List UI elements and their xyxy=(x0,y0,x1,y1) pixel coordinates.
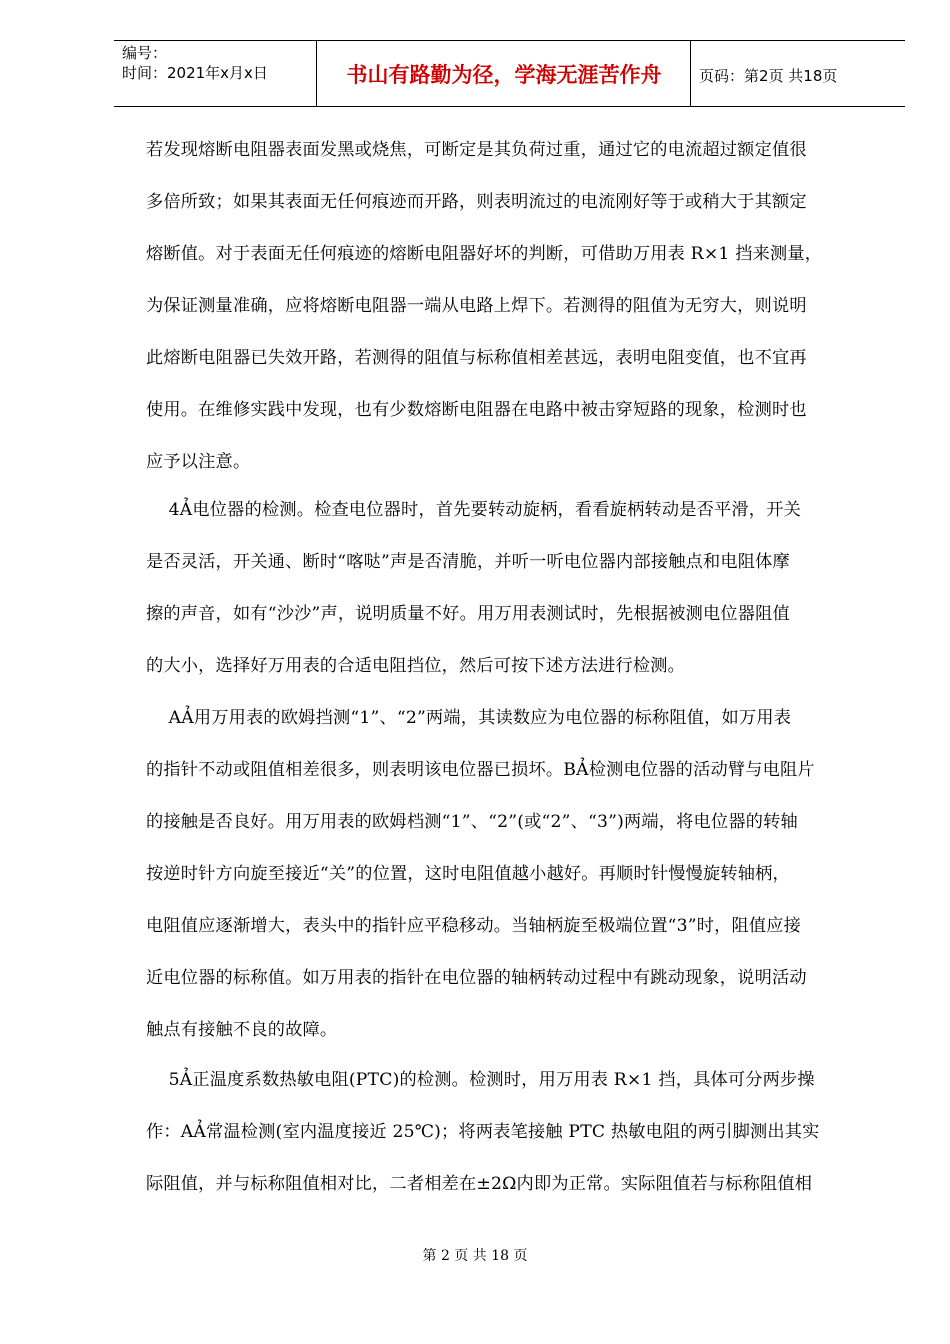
text-line: 此熔断电阻器已失效开路，若测得的阻值与标称值相差甚远，表明电阻变值，也不宜再 xyxy=(146,348,807,368)
text-line: AẢ用万用表的欧姆挡测“1”、“2”两端，其读数应为电位器的标称阻值，如万用表 xyxy=(146,708,792,728)
text-line: 作：AẢ常温检测(室内温度接近 25℃)；将两表笔接触 PTC 热敏电阻的两引脚测出其实 xyxy=(146,1122,820,1142)
header-bottom-rule xyxy=(114,106,905,107)
text-line: 擦的声音，如有“沙沙”声，说明质量不好。用万用表测试时，先根据被测电位器阻值 xyxy=(146,604,790,624)
text-line: 近电位器的标称值。如万用表的指针在电位器的轴柄转动过程中有跳动现象，说明活动 xyxy=(146,968,807,988)
text-line: 际阻值，并与标称阻值相对比，二者相差在±2Ω内即为正常。实际阻值若与标称阻值相 xyxy=(146,1174,813,1194)
header-divider-left xyxy=(316,40,317,107)
header-time-label: 时间：2021年x月x日 xyxy=(122,64,268,82)
text-line: 按逆时针方向旋至接近“关”的位置，这时电阻值越小越好。再顺时针慢慢旋转轴柄， xyxy=(146,864,790,884)
text-line: 的指针不动或阻值相差很多，则表明该电位器已损坏。BẢ检测电位器的活动臂与电阻片 xyxy=(146,760,815,780)
paragraph-fuse-resistor xyxy=(146,124,878,488)
header-number-label: 编号： xyxy=(122,44,168,62)
page-footer: 第 2 页 共 18 页 xyxy=(422,1248,528,1264)
text-line: 若发现熔断电阻器表面发黑或烧焦，可断定是其负荷过重，通过它的电流超过额定值很 xyxy=(146,140,807,160)
text-line: 电阻值应逐渐增大，表头中的指针应平稳移动。当轴柄旋至极端位置“3”时，阻值应接 xyxy=(146,916,802,936)
text-line: 使用。在维修实践中发现，也有少数熔断电阻器在电路中被击穿短路的现象，检测时也 xyxy=(146,400,807,420)
header-top-rule xyxy=(114,40,905,41)
paragraph-potentiometer xyxy=(146,484,878,692)
text-line: 的大小，选择好万用表的合适电阻挡位，然后可按下述方法进行检测。 xyxy=(146,656,686,676)
paragraph-ptc-thermistor xyxy=(146,1054,878,1210)
text-line: 5Ả正温度系数热敏电阻(PTC)的检测。检测时，用万用表 R×1 挡，具体可分两步操 xyxy=(146,1070,815,1090)
header-divider-right xyxy=(690,40,691,107)
header-page-code: 页码：第2页 共18页 xyxy=(699,67,838,85)
text-line: 的接触是否良好。用万用表的欧姆档测“1”、“2”(或“2”、“3”)两端，将电位器的转轴 xyxy=(146,812,798,832)
text-line: 4Ả电位器的检测。检查电位器时，首先要转动旋柄，看看旋柄转动是否平滑，开关 xyxy=(146,500,801,520)
text-line: 应予以注意。 xyxy=(146,452,251,472)
text-line: 是否灵活，开关通、断时“喀哒”声是否清脆，并听一听电位器内部接触点和电阻体摩 xyxy=(146,552,790,572)
text-line: 熔断值。对于表面无任何痕迹的熔断电阻器好坏的判断，可借助万用表 R×1 挡来测量， xyxy=(146,244,823,264)
text-line: 为保证测量准确，应将熔断电阻器一端从电路上焊下。若测得的阻值为无穷大，则说明 xyxy=(146,296,807,316)
text-line: 多倍所致；如果其表面无任何痕迹而开路，则表明流过的电流刚好等于或稍大于其额定 xyxy=(146,192,807,212)
header-motto: 书山有路勤为径，学海无涯苦作舟 xyxy=(346,63,662,87)
text-line: 触点有接触不良的故障。 xyxy=(146,1020,338,1040)
paragraph-potentiometer-steps xyxy=(146,692,878,1056)
